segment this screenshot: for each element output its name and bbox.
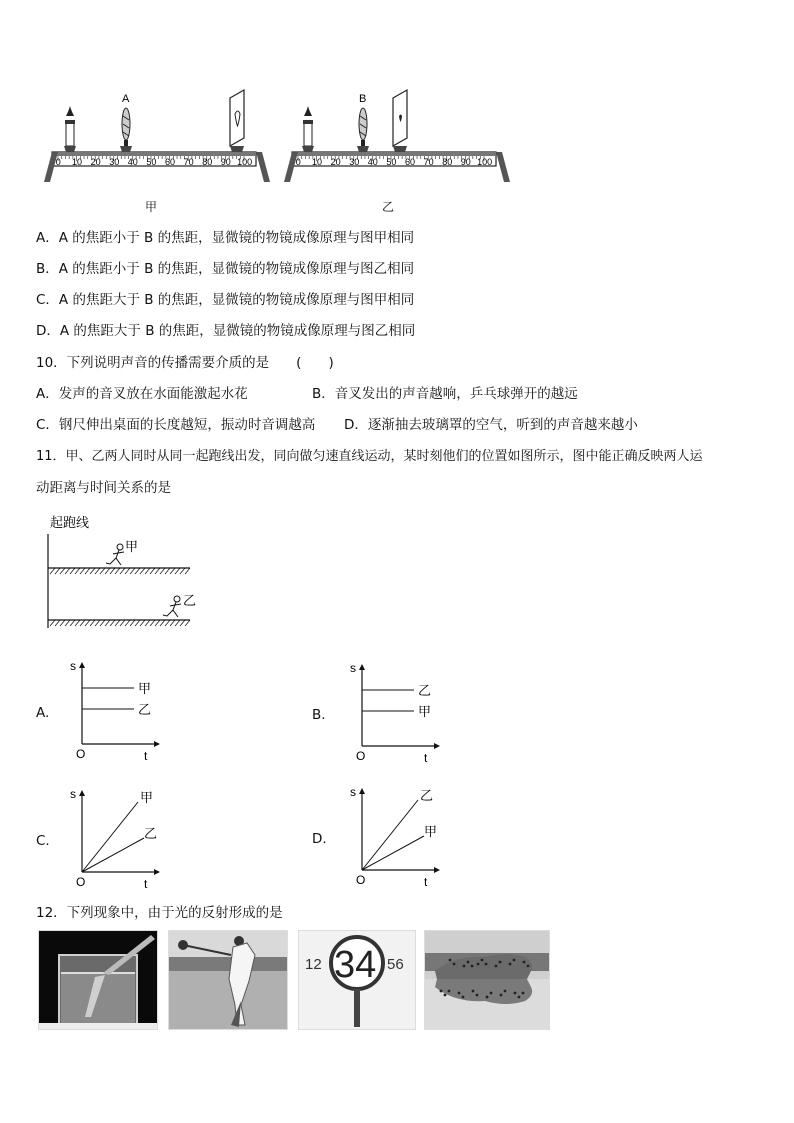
magnifier-photo [298,930,416,1030]
q10-option-c: C．钢尺伸出桌面的长度越短，振动时音调越高 [36,417,316,433]
q12-stem: 12．下列现象中，由于光的反射形成的是 [36,905,283,921]
q10-option-b: B．音叉发出的声音越响，乒乓球弹开的越远 [312,386,578,402]
ruler-label: 90 [460,157,471,167]
origin-label: O [356,749,366,763]
track-figure [36,510,206,635]
svg-text:56: 56 [387,956,404,973]
series-label-upper: 乙 [418,683,432,698]
ruler-label: 50 [146,157,157,167]
q11-graph-b [342,660,472,770]
q9-option-c: C．A 的焦距大于 B 的焦距，显微镜的物镜成像原理与图甲相同 [36,292,415,308]
axis-t-label: t [424,875,428,889]
q11-graph-d [342,784,472,894]
ruler-label: 20 [330,157,341,167]
ruler-label: 100 [237,157,253,167]
series-label-lower: 甲 [424,824,438,839]
svg-text:12: 12 [305,956,322,973]
ruler-label: 20 [90,157,101,167]
q10-option-d: D．逐渐抽去玻璃罩的空气，听到的声音越来越小 [344,417,638,433]
q11-option-d-letter: D. [312,831,327,847]
lens-a [120,93,132,152]
bench-right [284,90,510,182]
axis-t-label: t [424,751,428,765]
series-line-lower [82,838,144,872]
ruler-label: 50 [386,157,397,167]
runner-jia-label: 甲 [125,539,139,554]
lens-b-label: B [359,93,367,105]
axis-s-label: s [70,659,76,673]
series-label-upper: 甲 [140,790,154,805]
candle-right [302,106,314,152]
ruler-label: 30 [349,157,360,167]
leopard-reflection-photo [424,930,550,1030]
ruler-label: 0 [55,157,61,167]
q9-option-d: D．A 的焦距大于 B 的焦距，显微镜的物镜成像原理与图乙相同 [36,323,416,339]
pencil-in-water-photo [38,930,158,1030]
axis-t-label: t [144,749,148,763]
lens-a-label: A [122,93,130,105]
svg-text:34: 34 [334,944,377,986]
origin-label: O [76,875,86,889]
ruler-label: 30 [109,157,120,167]
q11-stem-line1: 11．甲、乙两人同时从同一起跑线出发，同向做匀速直线运动，某时刻他们的位置如图所示，图中能正确反映两人运 [36,449,703,464]
ruler-label: 40 [127,157,138,167]
ruler-label: 100 [477,157,493,167]
q11-option-b-letter: B. [312,707,326,723]
ruler-label: 70 [423,157,434,167]
runner-jia [106,544,124,565]
origin-label: O [356,873,366,887]
candle-left [64,106,76,152]
q11-graph-c [62,786,192,896]
ruler-label: 60 [165,157,176,167]
ruler-label: 90 [220,157,231,167]
q11-option-c-letter: C. [36,833,50,849]
q9-option-b: B．A 的焦距小于 B 的焦距，显微镜的物镜成像原理与图乙相同 [36,261,415,277]
axis-s-label: s [70,787,76,801]
series-label-lower: 乙 [138,702,152,717]
ruler-label: 80 [202,157,213,167]
q10-option-a: A．发声的音叉放在水面能激起水花 [36,386,248,402]
runner-yi [163,596,181,617]
golfer-shadow-photo [168,930,288,1030]
axis-s-label: s [350,785,356,799]
ruler-label: 10 [72,157,83,167]
series-line-upper [362,800,418,870]
optical-bench-figures [36,86,516,186]
series-label-upper: 乙 [420,788,434,803]
screen-right [393,90,407,152]
ruler-label: 10 [312,157,323,167]
ruler-label: 70 [183,157,194,167]
q11-option-a-letter: A. [36,705,50,721]
axis-t-label: t [144,877,148,891]
figure-caption-yi: 乙 [382,200,395,214]
series-label-lower: 乙 [144,826,158,841]
ruler-label: 40 [367,157,378,167]
q11-stem-line2: 动距离与时间关系的是 [36,480,171,496]
series-line-upper [82,802,138,872]
series-label-upper: 甲 [138,681,152,696]
lens-b [357,93,369,152]
origin-label: O [76,747,86,761]
q10-stem: 10．下列说明声音的传播需要介质的是 ( ) [36,355,334,371]
ruler-label: 60 [405,157,416,167]
q11-graph-a [62,658,192,768]
figure-caption-jia: 甲 [145,200,158,214]
ruler-label: 80 [442,157,453,167]
series-label-lower: 甲 [418,704,432,719]
axis-s-label: s [350,661,356,675]
bench-left [44,90,270,182]
runner-yi-label: 乙 [183,593,197,608]
series-line-lower [362,836,424,870]
q9-option-a: A．A 的焦距小于 B 的焦距，显微镜的物镜成像原理与图甲相同 [36,230,415,246]
screen-left [230,90,244,152]
start-line-label: 起跑线 [50,515,90,530]
ruler-label: 0 [295,157,301,167]
